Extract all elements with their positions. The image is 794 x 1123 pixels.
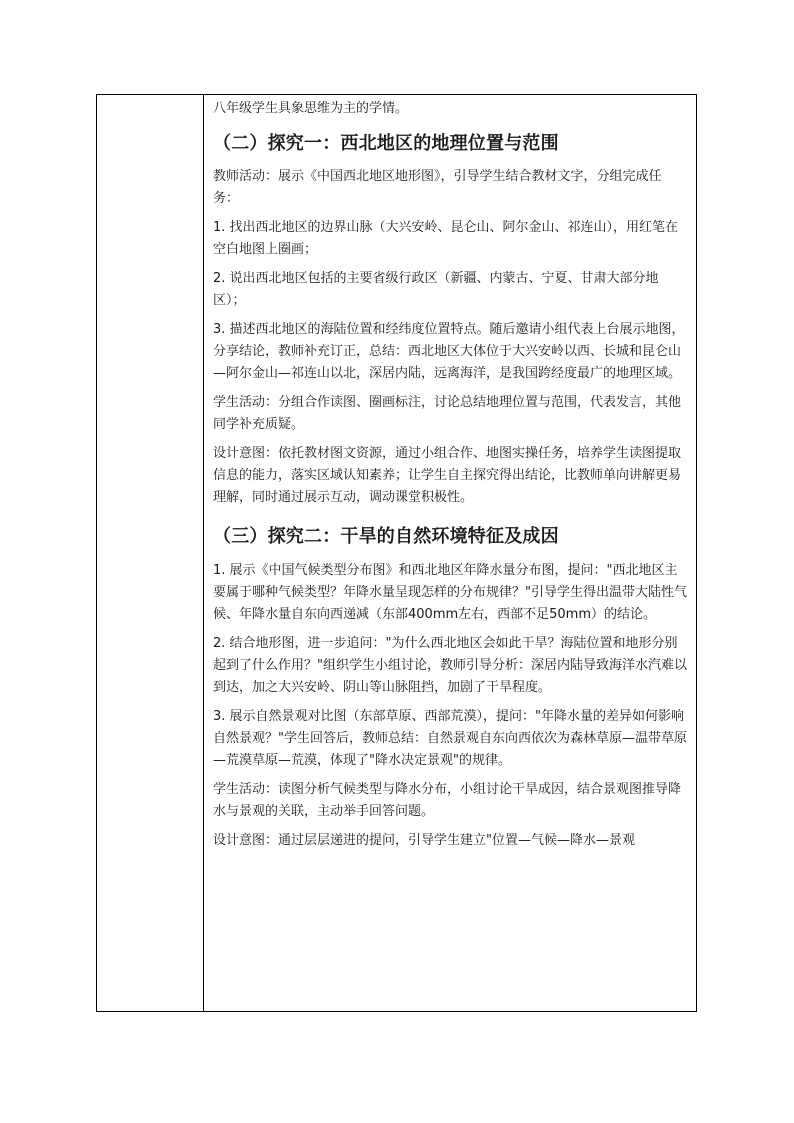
design-intent-paragraph: 设计意图：依托教材图文资源，通过小组合作、地图实操任务，培养学生读图提取信息的能力，落实区域认知素养；让学生自主探究得出结论，比教师单向讲解更易理解，同时通过展示互动，调动课堂积极性。 — [213, 446, 682, 505]
student-activity-2-paragraph: 学生活动：读图分析气候类型与降水分布，小组讨论干旱成因，结合景观图推导降水与景观的关联，主动举手回答问题。 — [213, 782, 682, 819]
section-heading-explore-1: （二）探究一：西北地区的地理位置与范围 — [213, 133, 559, 154]
lesson-plan-table — [96, 94, 697, 1012]
landscape-comparison-paragraph: 3. 展示自然景观对比图（东部草原、西部荒漠），提问："年降水量的差异如何影响自然景观？"学生回答后，教师总结：自然景观自东向西依次为森林草原—温带草原—荒漠草原—荒漠，体现了"降水决定景观"的规律。 — [213, 709, 687, 768]
content-cell — [204, 95, 696, 1011]
left-label-cell — [97, 95, 203, 1011]
student-activity-paragraph: 学生活动：分组合作读图、圈画标注，讨论总结地理位置与范围，代表发言，其他同学补充质疑。 — [213, 395, 682, 432]
drought-cause-paragraph: 2. 结合地形图，进一步追问："为什么西北地区会如此干旱？海陆位置和地形分别起到了什么作用？"组织学生小组讨论，教师引导分析：深居内陆导致海洋水汽难以到达，加之大兴安岭、阴山等山脉阻挡，加剧了干旱程度。 — [213, 636, 687, 695]
task-1-paragraph: 1. 找出西北地区的边界山脉（大兴安岭、昆仑山、阿尔金山、祁连山），用红笔在空白地图上圈画； — [213, 220, 679, 257]
design-intent-2-paragraph: 设计意图：通过层层递进的提问，引导学生建立"位置—气候—降水—景观 — [213, 833, 635, 848]
intro-text: 八年级学生具象思维为主的学情。 — [213, 101, 409, 116]
section-heading-explore-2: （三）探究二：干旱的自然环境特征及成因 — [213, 526, 559, 547]
task-3-paragraph: 3. 描述西北地区的海陆位置和经纬度位置特点。随后邀请小组代表上台展示地图，分享结论，教师补充订正，总结：西北地区大体位于大兴安岭以西、长城和昆仑山—阿尔金山—祁连山以北，深居内陆，远离海洋，是我国跨经度最广的地理区域。 — [213, 322, 685, 381]
climate-question-paragraph: 1. 展示《中国气候类型分布图》和西北地区年降水量分布图，提问："西北地区主要属于哪种气候类型？年降水量呈现怎样的分布规律？"引导学生得出温带大陆性气候、年降水量自东向西递减（东部400mm左右，西部不足50mm）的结论。 — [213, 563, 687, 622]
task-2-paragraph: 2. 说出西北地区包括的主要省级行政区（新疆、内蒙古、宁夏、甘肃大部分地区）； — [213, 271, 659, 308]
teacher-activity-paragraph: 教师活动：展示《中国西北地区地形图》，引导学生结合教材文字，分组完成任务： — [213, 169, 662, 206]
